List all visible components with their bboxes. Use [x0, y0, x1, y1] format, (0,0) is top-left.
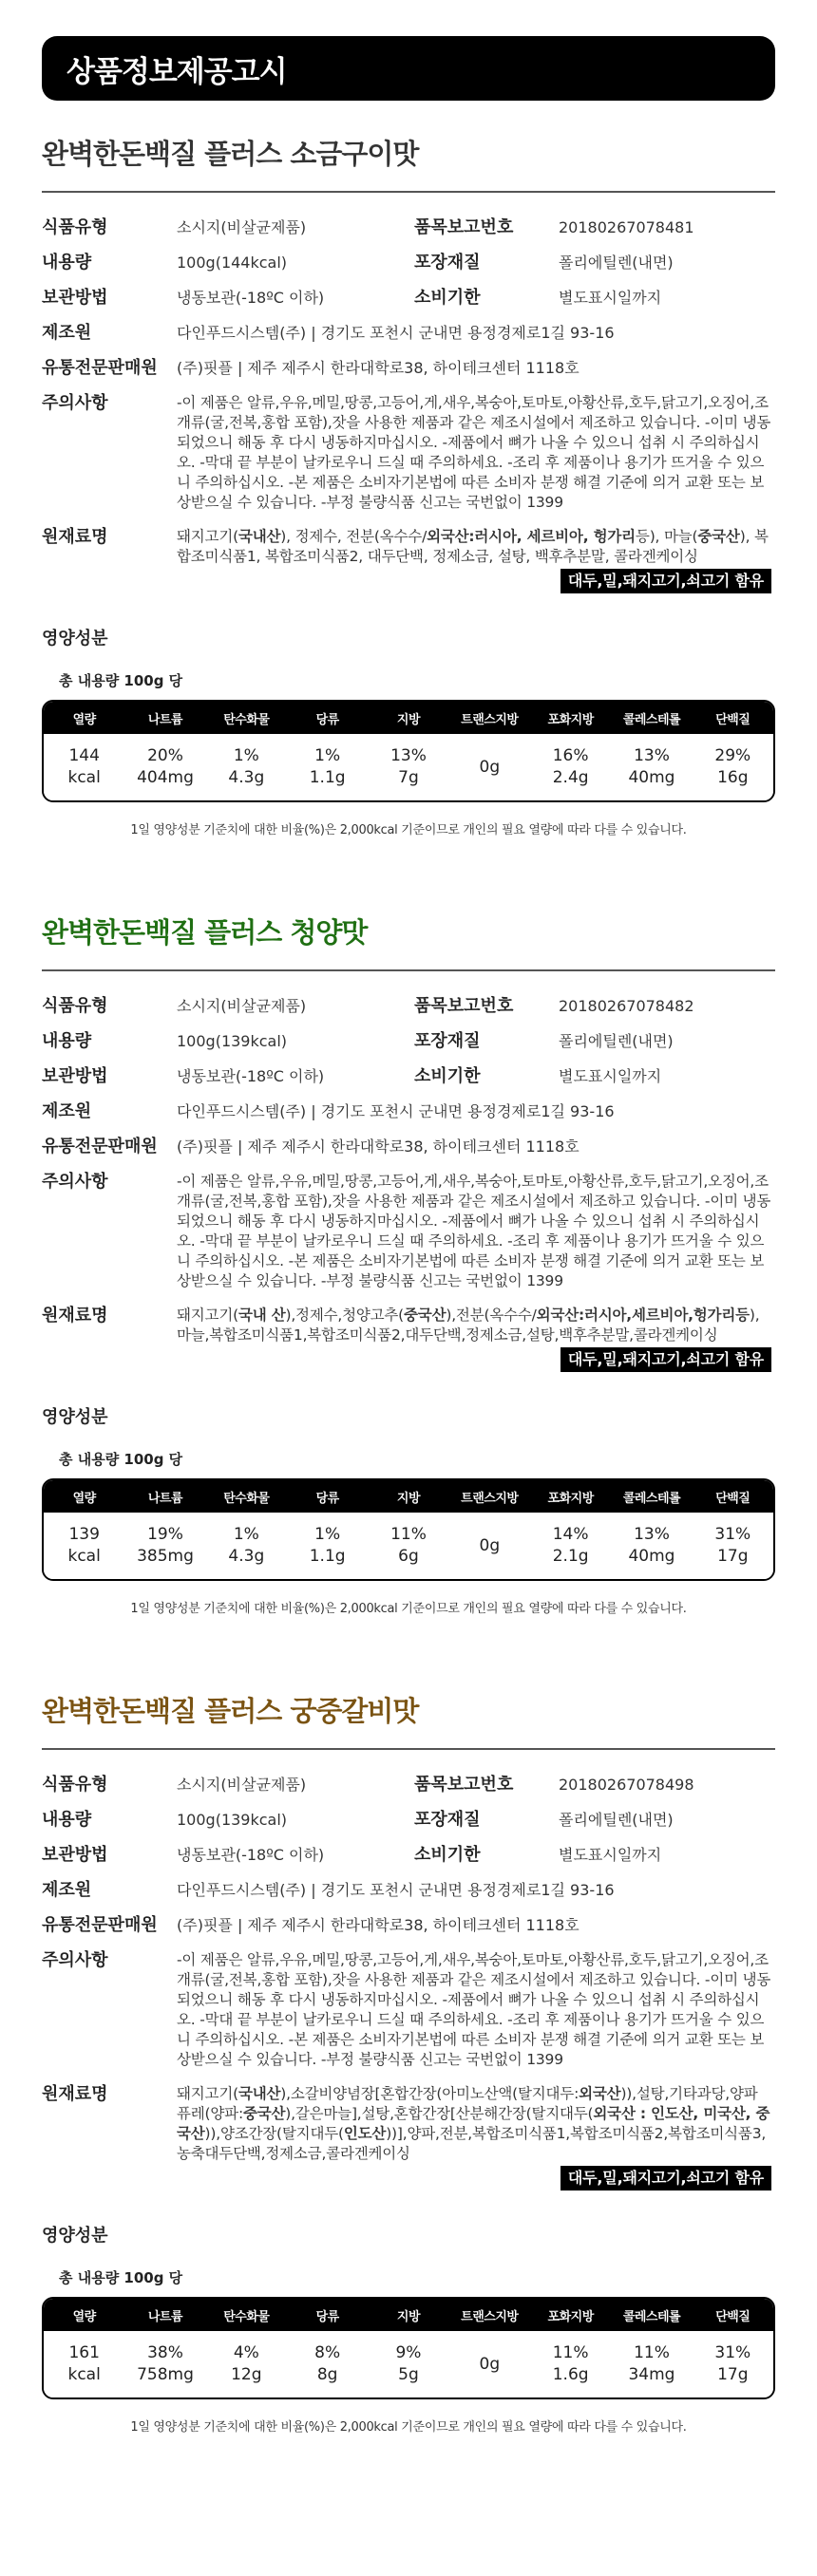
value-report-no: 20180267078498 — [559, 1776, 694, 1794]
nutrition-note: 1일 영양성분 기준치에 대한 비율(%)은 2,000kcal 기준이므로 개인의 필요 열량에 따라 다를 수 있습니다. — [130, 1602, 687, 1616]
nutrition-value-secondary: 404mg — [137, 768, 194, 787]
nutrition-header-cell: 탄수화물 — [223, 1491, 270, 1506]
nutrition-value-primary: 4% — [233, 2343, 259, 2362]
nutrition-header-cell: 지방 — [396, 2309, 421, 2324]
nutrition-value-secondary: kcal — [67, 2365, 101, 2384]
nutrition-heading: 영양성분 — [42, 629, 108, 649]
value-storage: 냉동보관(-18ºC 이하) — [177, 1846, 325, 1864]
ingredient-origin-bold: 외국산 : 인도산, 미국산, 중국산 — [177, 2105, 770, 2142]
ingredient-origin-bold: 국내산 — [238, 528, 281, 545]
nutrition-value-primary: 13% — [634, 746, 670, 765]
nutrition-header-cell: 나트륨 — [147, 712, 183, 727]
label-food-type: 식품유형 — [42, 217, 108, 237]
nutrition-value-secondary: 40mg — [628, 1547, 675, 1566]
nutrition-value-primary: 31% — [714, 1525, 751, 1544]
nutrition-value-secondary: 758mg — [137, 2365, 194, 2384]
nutrition-header-row — [44, 702, 773, 734]
nutrition-value-primary: 1% — [314, 1525, 341, 1544]
label-volume: 내용량 — [42, 1810, 92, 1830]
nutrition-value-secondary: kcal — [67, 1547, 101, 1566]
nutrition-table — [42, 1478, 775, 1581]
label-storage: 보관방법 — [42, 288, 108, 308]
nutrition-value-secondary: 40mg — [628, 768, 675, 787]
nutrition-heading: 영양성분 — [42, 2226, 108, 2246]
ingredient-text: ),전분(옥수수/ — [446, 1307, 537, 1324]
value-storage: 냉동보관(-18ºC 이하) — [177, 1067, 325, 1085]
nutrition-value-cell — [449, 2331, 530, 2397]
nutrition-value-cell — [368, 1513, 448, 1579]
product-section — [42, 912, 775, 1616]
value-seller: (주)핏플 | 제주 제주시 한라대학로38, 하이테크센터 1118호 — [177, 359, 580, 377]
nutrition-value-secondary: 1.1g — [309, 768, 346, 787]
label-manufacturer: 제조원 — [42, 323, 92, 343]
nutrition-value-primary: 139 — [68, 1525, 100, 1544]
nutrition-value-secondary: 4.3g — [228, 1547, 265, 1566]
nutrition-value-cell — [693, 1513, 773, 1579]
nutrition-value-row — [44, 1513, 773, 1579]
nutrition-value-cell — [530, 2331, 611, 2397]
label-packaging: 포장재질 — [414, 1031, 481, 1051]
nutrition-table — [42, 2297, 775, 2399]
ingredient-text: ), 정제수, 전분(옥수수/ — [280, 528, 428, 545]
value-report-no: 20180267078481 — [559, 218, 694, 236]
nutrition-value-cell — [368, 734, 448, 800]
value-volume: 100g(144kcal) — [177, 254, 288, 272]
nutrition-value-cell — [206, 734, 287, 800]
label-seller: 유통전문판매원 — [42, 358, 158, 378]
value-manufacturer: 다인푸드시스템(주) | 경기도 포천시 군내면 용정경제로1길 93-16 — [177, 324, 615, 342]
value-ingredients — [177, 2084, 775, 2205]
value-packaging: 폴리에틸렌(내면) — [559, 254, 674, 272]
label-expiry: 소비기한 — [414, 1066, 481, 1086]
label-seller: 유통전문판매원 — [42, 1137, 158, 1156]
nutrition-value-secondary: 17g — [717, 1547, 749, 1566]
allergen-badge: 대두,밀,돼지고기,쇠고기 함유 — [560, 2166, 771, 2191]
nutrition-value-row — [44, 734, 773, 800]
nutrition-header-cell: 단백질 — [715, 2309, 750, 2324]
nutrition-header-cell: 열량 — [72, 712, 96, 727]
nutrition-value-primary: 11% — [634, 2343, 670, 2362]
label-packaging: 포장재질 — [414, 1810, 481, 1830]
label-storage: 보관방법 — [42, 1066, 108, 1086]
value-ingredients — [177, 1306, 775, 1386]
value-seller: (주)핏플 | 제주 제주시 한라대학로38, 하이테크센터 1118호 — [177, 1916, 580, 1934]
ingredient-text: 돼지고기( — [177, 1307, 238, 1324]
nutrition-value-secondary: 8g — [316, 2365, 338, 2384]
ingredient-origin-bold: 국내산 — [238, 2085, 281, 2102]
ingredients-text — [177, 2084, 771, 2164]
nutrition-value-cell — [124, 734, 205, 800]
value-expiry: 별도표시일까지 — [559, 289, 662, 307]
nutrition-header-cell: 포화지방 — [547, 2309, 594, 2324]
ingredient-text: 돼지고기( — [177, 2085, 238, 2102]
nutrition-value-row — [44, 2331, 773, 2397]
label-ingredients: 원재료명 — [42, 1306, 108, 1326]
nutrition-value-primary: 14% — [552, 1525, 589, 1544]
nutrition-total: 총 내용량 100g 당 — [59, 672, 183, 689]
label-expiry: 소비기한 — [414, 1845, 481, 1865]
nutrition-value-cell — [611, 2331, 692, 2397]
nutrition-value-cell — [206, 1513, 287, 1579]
nutrition-total: 총 내용량 100g 당 — [59, 2269, 183, 2286]
nutrition-value-cell — [206, 2331, 287, 2397]
ingredient-origin-bold: 외국산:러시아, 세르비아, 헝가리 — [427, 528, 636, 545]
ingredient-text: )),설탕,기타과당,양파퓨레(양파: — [177, 2085, 758, 2122]
nutrition-value-secondary: 34mg — [628, 2365, 675, 2384]
nutrition-header-cell: 나트륨 — [147, 1491, 183, 1506]
label-packaging: 포장재질 — [414, 253, 481, 273]
value-manufacturer: 다인푸드시스템(주) | 경기도 포천시 군내면 용정경제로1길 93-16 — [177, 1881, 615, 1899]
ingredient-origin-bold: 외국산:러시아,세르비아,헝가리등 — [536, 1307, 750, 1324]
nutrition-value-secondary: 12g — [231, 2365, 262, 2384]
nutrition-header-cell: 당류 — [315, 2309, 339, 2324]
nutrition-value-primary: 1% — [233, 1525, 259, 1544]
nutrition-value-primary: 11% — [552, 2343, 589, 2362]
label-storage: 보관방법 — [42, 1845, 108, 1865]
nutrition-header-cell: 포화지방 — [547, 1491, 594, 1506]
label-expiry: 소비기한 — [414, 288, 481, 308]
nutrition-value-cell — [693, 734, 773, 800]
ingredient-origin-bold: 인도산 — [343, 2125, 387, 2142]
product-section — [42, 1690, 775, 2435]
nutrition-value-primary: 9% — [395, 2343, 422, 2362]
nutrition-value-primary: 0g — [479, 1535, 501, 1555]
product-section — [42, 133, 775, 837]
nutrition-value-primary: 144 — [68, 746, 100, 765]
nutrition-value-primary: 0g — [479, 2354, 501, 2374]
ingredient-text: 등), 마늘( — [635, 528, 698, 545]
nutrition-value-cell — [611, 1513, 692, 1579]
ingredient-origin-bold: 중국산 — [242, 2105, 286, 2122]
label-ingredients: 원재료명 — [42, 2084, 108, 2104]
nutrition-value-primary: 161 — [68, 2343, 100, 2362]
nutrition-value-cell — [287, 1513, 368, 1579]
ingredients-text — [177, 527, 771, 567]
product-title: 완벽한돈백질 플러스 소금구이맛 — [42, 133, 775, 193]
nutrition-header-cell: 포화지방 — [547, 712, 594, 727]
allergen-wrap — [177, 569, 771, 593]
nutrition-value-cell — [44, 734, 124, 800]
nutrition-value-secondary: kcal — [67, 768, 101, 787]
nutrition-value-secondary: 385mg — [137, 1547, 194, 1566]
nutrition-header-cell: 탄수화물 — [223, 2309, 270, 2324]
nutrition-value-secondary: 17g — [717, 2365, 749, 2384]
nutrition-header-cell: 당류 — [315, 1491, 339, 1506]
nutrition-value-secondary: 6g — [398, 1547, 419, 1566]
nutrition-value-cell — [530, 1513, 611, 1579]
nutrition-value-secondary: 1.6g — [552, 2365, 589, 2384]
nutrition-header-cell: 콜레스테롤 — [622, 712, 681, 727]
label-ingredients: 원재료명 — [42, 527, 108, 547]
nutrition-value-secondary: 4.3g — [228, 768, 265, 787]
nutrition-header-cell: 열량 — [72, 1491, 96, 1506]
nutrition-total: 총 내용량 100g 당 — [59, 1451, 183, 1468]
ingredient-text: ),정제수,청양고추( — [285, 1307, 405, 1324]
nutrition-header-cell: 탄수화물 — [223, 712, 270, 727]
nutrition-value-primary: 38% — [147, 2343, 183, 2362]
value-packaging: 폴리에틸렌(내면) — [559, 1032, 674, 1050]
allergen-badge: 대두,밀,돼지고기,쇠고기 함유 — [560, 569, 771, 593]
nutrition-header-row — [44, 2299, 773, 2331]
nutrition-value-cell — [368, 2331, 448, 2397]
nutrition-value-cell — [44, 2331, 124, 2397]
ingredient-text: ))],양파,전분,복합조미식품1,복합조미식품2,복합조미식품3,농축대두단백,정제소금,콜라겐케이싱 — [177, 2125, 767, 2162]
label-manufacturer: 제조원 — [42, 1880, 92, 1900]
label-report-no: 품목보고번호 — [414, 217, 514, 237]
value-packaging: 폴리에틸렌(내면) — [559, 1811, 674, 1829]
label-manufacturer: 제조원 — [42, 1101, 92, 1121]
nutrition-value-cell — [124, 2331, 205, 2397]
nutrition-value-cell — [530, 734, 611, 800]
nutrition-value-primary: 16% — [552, 746, 589, 765]
ingredient-origin-bold: 국내 산 — [238, 1307, 286, 1324]
product-info-table — [42, 1775, 775, 2205]
product-title: 완벽한돈백질 플러스 청양맛 — [42, 912, 775, 971]
nutrition-header-cell: 나트륨 — [147, 2309, 183, 2324]
allergen-wrap — [177, 2166, 771, 2191]
allergen-badge: 대두,밀,돼지고기,쇠고기 함유 — [560, 1347, 771, 1372]
nutrition-value-cell — [611, 734, 692, 800]
ingredient-text: )),양조간장(탈지대두( — [204, 2125, 344, 2142]
value-report-no: 20180267078482 — [559, 997, 694, 1015]
value-caution: -이 제품은 알류,우유,메밀,땅콩,고등어,게,새우,복숭아,토마토,아황산류,호두,닭고기,오징어,조개류(굴,전복,홍합 포함),잣을 사용한 제품과 같은 제조시설에서 제조하고 있습니다. -이미 냉동되었으니 해동 후 다시 냉동하지마십시오. -제품에서 뼈가 나올 수 있으니 섭취 시 주의하십시오. -막대 끝 부분이 날카로우니 드실 때 주의하세요. -조리 후 제품이나 용기가 뜨거울 수 있으니 주의하십시오. -본 제품은 소비자기본법에 따른 소비자 분쟁 해결 기준에 의거 교환 또는 보상받으실 수 있습니다. -부정 불량식품 신고는 국번없이 1399 — [177, 1173, 771, 1289]
label-caution: 주의사항 — [42, 1950, 108, 1970]
nutrition-table — [42, 700, 775, 802]
nutrition-value-primary: 31% — [714, 2343, 751, 2362]
nutrition-value-cell — [287, 2331, 368, 2397]
ingredient-text: ),갈은마늘],설탕,혼합간장[산분해간장(탈지대두( — [285, 2105, 594, 2122]
banner-title: 상품정보제공고시 — [42, 36, 775, 101]
nutrition-header-cell: 트랜스지방 — [461, 712, 519, 727]
value-manufacturer: 다인푸드시스템(주) | 경기도 포천시 군내면 용정경제로1길 93-16 — [177, 1102, 615, 1120]
ingredient-origin-bold: 외국산 — [579, 2085, 621, 2102]
nutrition-value-secondary: 2.1g — [552, 1547, 589, 1566]
value-caution: -이 제품은 알류,우유,메밀,땅콩,고등어,게,새우,복숭아,토마토,아황산류,호두,닭고기,오징어,조개류(굴,전복,홍합 포함),잣을 사용한 제품과 같은 제조시설에서 제조하고 있습니다. -이미 냉동되었으니 해동 후 다시 냉동하지마십시오. -제품에서 뼈가 나올 수 있으니 섭취 시 주의하십시오. -막대 끝 부분이 날카로우니 드실 때 주의하세요. -조리 후 제품이나 용기가 뜨거울 수 있으니 주의하십시오. -본 제품은 소비자기본법에 따른 소비자 분쟁 해결 기준에 의거 교환 또는 보상받으실 수 있습니다. -부정 불량식품 신고는 국번없이 1399 — [177, 394, 771, 511]
nutrition-value-primary: 13% — [390, 746, 427, 765]
product-list — [42, 133, 775, 2435]
value-caution: -이 제품은 알류,우유,메밀,땅콩,고등어,게,새우,복숭아,토마토,아황산류,호두,닭고기,오징어,조개류(굴,전복,홍합 포함),잣을 사용한 제품과 같은 제조시설에서 제조하고 있습니다. -이미 냉동되었으니 해동 후 다시 냉동하지마십시오. -제품에서 뼈가 나올 수 있으니 섭취 시 주의하십시오. -막대 끝 부분이 날카로우니 드실 때 주의하세요. -조리 후 제품이나 용기가 뜨거울 수 있으니 주의하십시오. -본 제품은 소비자기본법에 따른 소비자 분쟁 해결 기준에 의거 교환 또는 보상받으실 수 있습니다. -부정 불량식품 신고는 국번없이 1399 — [177, 1951, 771, 2068]
nutrition-value-cell — [287, 734, 368, 800]
nutrition-heading: 영양성분 — [42, 1407, 108, 1427]
nutrition-value-primary: 1% — [314, 746, 341, 765]
ingredient-text: 돼지고기( — [177, 528, 238, 545]
value-expiry: 별도표시일까지 — [559, 1067, 662, 1085]
nutrition-value-primary: 29% — [714, 746, 751, 765]
nutrition-value-primary: 8% — [314, 2343, 341, 2362]
nutrition-value-cell — [693, 2331, 773, 2397]
label-report-no: 품목보고번호 — [414, 996, 514, 1016]
nutrition-value-secondary: 1.1g — [309, 1547, 346, 1566]
product-title: 완벽한돈백질 플러스 궁중갈비맛 — [42, 1690, 775, 1750]
nutrition-header-cell: 콜레스테롤 — [622, 2309, 681, 2324]
nutrition-value-primary: 1% — [233, 746, 259, 765]
nutrition-value-primary: 19% — [147, 1525, 183, 1544]
nutrition-header-cell: 지방 — [396, 712, 421, 727]
nutrition-header-cell: 단백질 — [715, 712, 750, 727]
value-food-type: 소시지(비살균제품) — [177, 1776, 307, 1794]
value-food-type: 소시지(비살균제품) — [177, 218, 307, 236]
ingredient-origin-bold: 중국산 — [404, 1307, 446, 1324]
product-info-table — [42, 217, 775, 608]
nutrition-value-primary: 13% — [634, 1525, 670, 1544]
nutrition-header-cell: 당류 — [315, 712, 339, 727]
nutrition-header-cell: 단백질 — [715, 1491, 750, 1506]
nutrition-value-secondary: 2.4g — [552, 768, 589, 787]
nutrition-header-row — [44, 1480, 773, 1513]
nutrition-header-cell: 콜레스테롤 — [622, 1491, 681, 1506]
product-info-table — [42, 996, 775, 1386]
nutrition-value-primary: 20% — [147, 746, 183, 765]
value-seller: (주)핏플 | 제주 제주시 한라대학로38, 하이테크센터 1118호 — [177, 1138, 580, 1156]
nutrition-note: 1일 영양성분 기준치에 대한 비율(%)은 2,000kcal 기준이므로 개인의 필요 열량에 따라 다를 수 있습니다. — [130, 2420, 687, 2435]
nutrition-value-cell — [44, 1513, 124, 1579]
label-volume: 내용량 — [42, 1031, 92, 1051]
value-food-type: 소시지(비살균제품) — [177, 997, 307, 1015]
ingredient-text: ),마늘,복합조미식품1,복합조미식품2,대두단백,정제소금,설탕,백후추분말,콜라겐케이싱 — [177, 1307, 760, 1344]
value-volume: 100g(139kcal) — [177, 1811, 288, 1829]
value-volume: 100g(139kcal) — [177, 1032, 288, 1050]
nutrition-value-cell — [449, 1513, 530, 1579]
nutrition-value-cell — [124, 1513, 205, 1579]
nutrition-header-cell: 트랜스지방 — [461, 1491, 519, 1506]
ingredient-text: ), 복합조미식품1, 복합조미식품2, 대두단백, 정제소금, 설탕, 백후추분말, 콜라겐케이싱 — [177, 528, 769, 565]
ingredients-text — [177, 1306, 771, 1345]
label-food-type: 식품유형 — [42, 996, 108, 1016]
ingredient-origin-bold: 중국산 — [697, 528, 740, 545]
nutrition-value-secondary: 16g — [717, 768, 749, 787]
nutrition-header-cell: 열량 — [72, 2309, 96, 2324]
label-report-no: 품목보고번호 — [414, 1775, 514, 1795]
label-volume: 내용량 — [42, 253, 92, 273]
label-food-type: 식품유형 — [42, 1775, 108, 1795]
allergen-wrap — [177, 1347, 771, 1372]
nutrition-value-secondary: 5g — [398, 2365, 419, 2384]
nutrition-header-cell: 지방 — [396, 1491, 421, 1506]
label-caution: 주의사항 — [42, 393, 108, 413]
nutrition-value-secondary: 7g — [398, 768, 419, 787]
value-expiry: 별도표시일까지 — [559, 1846, 662, 1864]
value-ingredients — [177, 527, 775, 608]
nutrition-value-primary: 11% — [390, 1525, 427, 1544]
label-seller: 유통전문판매원 — [42, 1915, 158, 1935]
value-storage: 냉동보관(-18ºC 이하) — [177, 289, 325, 307]
nutrition-value-primary: 0g — [479, 757, 501, 777]
nutrition-header-cell: 트랜스지방 — [461, 2309, 519, 2324]
ingredient-text: ),소갈비양념장[혼합간장(아미노산액(탈지대두: — [280, 2085, 580, 2102]
nutrition-note: 1일 영양성분 기준치에 대한 비율(%)은 2,000kcal 기준이므로 개인의 필요 열량에 따라 다를 수 있습니다. — [130, 823, 687, 837]
nutrition-value-cell — [449, 734, 530, 800]
label-caution: 주의사항 — [42, 1172, 108, 1192]
